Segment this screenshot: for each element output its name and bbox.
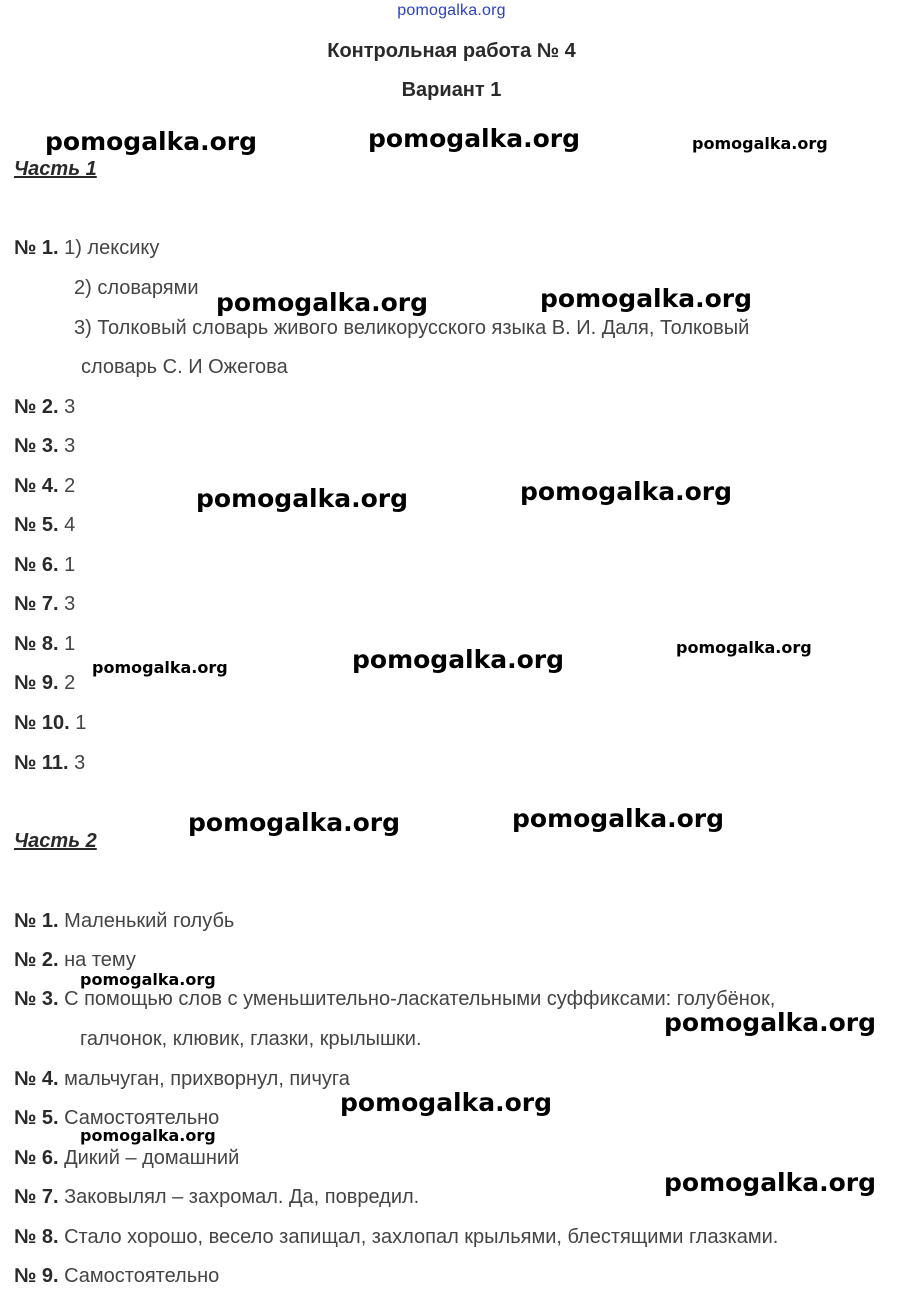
watermark: pomogalka.org [664, 1168, 877, 1197]
answer-text: 2 [64, 475, 76, 497]
part1-row-4 [14, 475, 75, 498]
answer-text: галчонок, клювик, глазки, крылышки. [80, 1028, 422, 1050]
part2-row-1 [14, 910, 234, 933]
answer-number: № 3. [14, 435, 59, 457]
answer-number: № 1. [14, 237, 59, 259]
part2-row-3 [14, 988, 775, 1011]
answer-text: 2) словарями [74, 277, 199, 299]
answer-text: 3 [74, 752, 86, 774]
answer-text: 3 [64, 396, 76, 418]
answer-text: Заковылял – захромал. Да, повредил. [64, 1186, 420, 1208]
answer-number: № 5. [14, 1107, 59, 1129]
answer-text: 3 [64, 435, 76, 457]
answer-number: № 6. [14, 1147, 59, 1169]
answer-number: № 1. [14, 910, 59, 932]
watermark: pomogalka.org [520, 477, 733, 506]
watermark: pomogalka.org [196, 484, 409, 513]
part2-row-4 [14, 1068, 350, 1091]
watermark: pomogalka.org [676, 638, 812, 657]
answer-text: 2 [64, 672, 76, 694]
answer-text: С помощью слов с уменьшительно-ласкательными суффиксами: голубёнок, [64, 988, 776, 1010]
answer-number: № 2. [14, 949, 59, 971]
variant-title: Вариант 1 [401, 79, 502, 101]
watermark: pomogalka.org [692, 134, 828, 153]
answer-text: 1 [75, 712, 87, 734]
answer-text: на тему [64, 949, 136, 971]
part1-row-10 [14, 712, 86, 735]
answer-number: № 9. [14, 1265, 59, 1287]
watermark: pomogalka.org [664, 1008, 877, 1037]
answer-number: № 11. [14, 752, 69, 774]
watermark: pomogalka.org [45, 127, 258, 156]
part1-row-3 [14, 435, 75, 458]
part1-row-9 [14, 672, 75, 695]
part2-row-6 [14, 1147, 239, 1170]
part2-row-2 [14, 949, 136, 972]
part1-row-8 [14, 633, 75, 656]
watermark: pomogalka.org [80, 970, 216, 989]
part2-row-3-cont [80, 1028, 422, 1051]
watermark: pomogalka.org [92, 658, 228, 677]
answer-text: 1 [64, 554, 76, 576]
part1-row-2 [14, 396, 75, 419]
answer-number: № 8. [14, 633, 59, 655]
watermark: pomogalka.org [368, 124, 581, 153]
watermark: pomogalka.org [80, 1126, 216, 1145]
answer-number: № 2. [14, 396, 59, 418]
part1-row-1-3-cont [81, 356, 288, 379]
part1-row-1-3 [74, 317, 749, 340]
watermark: pomogalka.org [340, 1088, 553, 1117]
answer-text: Маленький голубь [64, 910, 235, 932]
answer-text: 3) Толковый словарь живого великорусского языка В. И. Даля, Толковый [74, 317, 750, 339]
answer-number: № 8. [14, 1226, 59, 1248]
answer-number: № 10. [14, 712, 70, 734]
answer-text: 1) лексику [64, 237, 160, 259]
answer-text: словарь С. И Ожегова [81, 356, 288, 378]
answer-text: 1 [64, 633, 76, 655]
watermark: pomogalka.org [512, 804, 725, 833]
watermark: pomogalka.org [352, 645, 565, 674]
part1-row-1 [14, 237, 159, 260]
answer-number: № 7. [14, 1186, 59, 1208]
answer-text: 4 [64, 514, 76, 536]
part1-row-5 [14, 514, 75, 537]
watermark: pomogalka.org [216, 288, 429, 317]
part2-row-7 [14, 1186, 419, 1209]
part2-heading: Часть 2 [14, 830, 97, 852]
page-title: Контрольная работа № 4 [327, 40, 576, 62]
header-watermark: pomogalka.org [397, 2, 506, 19]
watermark: pomogalka.org [540, 284, 753, 313]
answer-text: мальчуган, прихворнул, пичуга [64, 1068, 350, 1090]
part2-row-9 [14, 1265, 219, 1288]
part1-row-7 [14, 593, 75, 616]
answer-number: № 3. [14, 988, 59, 1010]
part1-row-6 [14, 554, 75, 577]
answer-number: № 6. [14, 554, 59, 576]
answer-text: Самостоятельно [64, 1265, 220, 1287]
answer-text: Стало хорошо, весело запищал, захлопал крыльями, блестящими глазками. [64, 1226, 779, 1248]
answer-number: № 9. [14, 672, 59, 694]
answer-number: № 4. [14, 1068, 59, 1090]
part1-row-11 [14, 752, 85, 775]
part1-heading: Часть 1 [14, 158, 97, 180]
part2-row-8 [14, 1226, 778, 1249]
answer-number: № 7. [14, 593, 59, 615]
part1-row-1-2 [74, 277, 199, 300]
answer-number: № 5. [14, 514, 59, 536]
watermark: pomogalka.org [188, 808, 401, 837]
answer-text: Дикий – домашний [64, 1147, 240, 1169]
answer-text: 3 [64, 593, 76, 615]
answer-text: Самостоятельно [64, 1107, 220, 1129]
answer-number: № 4. [14, 475, 59, 497]
